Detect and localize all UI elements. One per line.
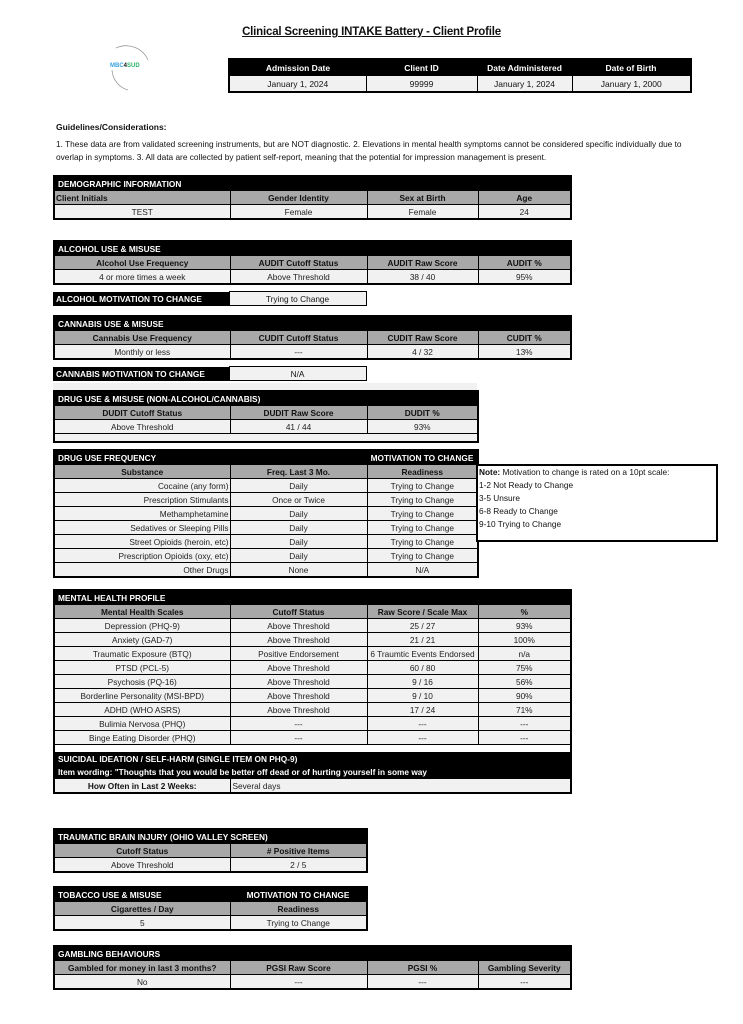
- substance-cell: Prescription Stimulants: [54, 493, 230, 507]
- gambled-header: Gambled for money in last 3 months?: [54, 961, 230, 975]
- drug-frequency-row: [54, 563, 478, 578]
- demographic-title: DEMOGRAPHIC INFORMATION: [54, 176, 571, 191]
- frequency-header: Freq. Last 3 Mo.: [230, 465, 367, 479]
- mental-health-row: [54, 689, 571, 703]
- tobacco-title: TOBACCO USE & MISUSE: [54, 887, 230, 902]
- spacer: [54, 745, 571, 753]
- date-of-birth-value: January 1, 2000: [572, 76, 691, 93]
- age-value: 24: [478, 205, 571, 220]
- percent-cell: ---: [478, 717, 571, 731]
- cannabis-motivation-value: N/A: [229, 367, 366, 381]
- note-scale-item: 3-5 Unsure: [479, 493, 521, 503]
- spacer: [54, 434, 478, 443]
- cannabis-frequency-value: Monthly or less: [54, 345, 230, 360]
- scale-cell: Binge Eating Disorder (PHQ): [54, 731, 230, 745]
- sex-at-birth-header: Sex at Birth: [367, 191, 478, 205]
- tbi-positive-items-header: # Positive Items: [230, 844, 367, 858]
- mental-health-row: [54, 633, 571, 647]
- dudit-percent-header: DUDIT %: [367, 406, 478, 420]
- dudit-percent-value: 93%: [367, 420, 478, 434]
- audit-raw-value: 38 / 40: [367, 270, 478, 285]
- cudit-cutoff-value: ---: [230, 345, 367, 360]
- readiness-header: Readiness: [367, 465, 478, 479]
- frequency-cell: Daily: [230, 521, 367, 535]
- raw-score-cell: 9 / 16: [367, 675, 478, 689]
- mental-health-row: [54, 619, 571, 633]
- gambling-title: GAMBLING BEHAVIOURS: [54, 946, 571, 961]
- scale-cell: Anxiety (GAD-7): [54, 633, 230, 647]
- percent-cell: 56%: [478, 675, 571, 689]
- mental-health-title: MENTAL HEALTH PROFILE: [54, 590, 571, 605]
- audit-cutoff-header: AUDIT Cutoff Status: [230, 256, 367, 270]
- tbi-title: TRAUMATIC BRAIN INJURY (OHIO VALLEY SCREEN): [54, 829, 367, 844]
- audit-raw-header: AUDIT Raw Score: [367, 256, 478, 270]
- substance-cell: Cocaine (any form): [54, 479, 230, 493]
- percent-cell: 75%: [478, 661, 571, 675]
- substance-cell: Other Drugs: [54, 563, 230, 578]
- gambling-section: [53, 945, 572, 990]
- note-intro: Note: Motivation to change is rated on a 10pt scale:: [479, 467, 670, 477]
- cutoff-status-header: Cutoff Status: [230, 605, 367, 619]
- tbi-cutoff-value: Above Threshold: [54, 858, 230, 873]
- gender-identity-header: Gender Identity: [230, 191, 367, 205]
- readiness-cell: Trying to Change: [367, 479, 478, 493]
- drug-section: [53, 390, 479, 443]
- mental-health-row: [54, 731, 571, 745]
- raw-score-cell: 25 / 27: [367, 619, 478, 633]
- guidelines-text: 1. These data are from validated screening instruments, but are NOT diagnostic. 2. Elevations in mental health symptoms cannot be considered specific individually due to overlap in symptoms. 3. All data are collected by patient self-report, meaning that the potential for impression management is present.: [56, 139, 682, 162]
- readiness-cell: Trying to Change: [367, 549, 478, 563]
- suicidal-title: SUICIDAL IDEATION / SELF-HARM (SINGLE ITEM ON PHQ-9): [54, 752, 571, 765]
- readiness-cell: Trying to Change: [367, 535, 478, 549]
- drug-frequency-section: [53, 449, 479, 578]
- gambling-severity-value: ---: [478, 975, 571, 990]
- guidelines-heading: Guidelines/Considerations:: [56, 122, 167, 132]
- raw-score-cell: 60 / 80: [367, 661, 478, 675]
- alcohol-motivation-label: ALCOHOL MOTIVATION TO CHANGE: [53, 292, 229, 306]
- alcohol-motivation-row: [53, 291, 367, 306]
- tbi-section: [53, 828, 368, 873]
- cannabis-section: [53, 315, 572, 360]
- cigarettes-value: 5: [54, 916, 230, 931]
- mental-health-row: [54, 661, 571, 675]
- scale-cell: PTSD (PCL-5): [54, 661, 230, 675]
- frequency-cell: Daily: [230, 535, 367, 549]
- cutoff-status-cell: Above Threshold: [230, 619, 367, 633]
- percent-cell: ---: [478, 731, 571, 745]
- frequency-cell: Daily: [230, 479, 367, 493]
- substance-cell: Methamphetamine: [54, 507, 230, 521]
- drug-frequency-row: [54, 549, 478, 563]
- scale-cell: Borderline Personality (MSI-BPD): [54, 689, 230, 703]
- frequency-cell: Once or Twice: [230, 493, 367, 507]
- percent-header: %: [478, 605, 571, 619]
- note-scale-item: 9-10 Trying to Change: [479, 519, 562, 529]
- tbi-cutoff-header: Cutoff Status: [54, 844, 230, 858]
- pgsi-raw-header: PGSI Raw Score: [230, 961, 367, 975]
- page-title: Clinical Screening INTAKE Battery - Client Profile: [242, 26, 501, 38]
- percent-cell: 93%: [478, 619, 571, 633]
- client-info-header-row: [229, 59, 691, 76]
- cigarettes-header: Cigarettes / Day: [54, 902, 230, 916]
- drug-frequency-row: [54, 479, 478, 493]
- readiness-cell: Trying to Change: [367, 507, 478, 521]
- frequency-cell: Daily: [230, 507, 367, 521]
- raw-score-cell: 6 Traumtic Events Endorsed: [367, 647, 478, 661]
- mental-health-section: [53, 589, 572, 794]
- suicidal-frequency-label: How Often in Last 2 Weeks:: [54, 779, 230, 794]
- drug-motivation-title: MOTIVATION TO CHANGE: [367, 450, 478, 465]
- date-administered-header: Date Administered: [477, 59, 572, 76]
- mental-health-row: [54, 703, 571, 717]
- tobacco-readiness-value: Trying to Change: [230, 916, 367, 931]
- frequency-cell: None: [230, 563, 367, 578]
- audit-percent-value: 95%: [478, 270, 571, 285]
- age-header: Age: [478, 191, 571, 205]
- pgsi-raw-value: ---: [230, 975, 367, 990]
- tbi-positive-items-value: 2 / 5: [230, 858, 367, 873]
- cutoff-status-cell: ---: [230, 717, 367, 731]
- cutoff-status-cell: Positive Endorsement: [230, 647, 367, 661]
- raw-score-cell: 17 / 24: [367, 703, 478, 717]
- mental-health-row: [54, 717, 571, 731]
- client-info-table: [228, 58, 692, 93]
- date-of-birth-header: Date of Birth: [572, 59, 691, 76]
- cutoff-status-cell: Above Threshold: [230, 675, 367, 689]
- drug-frequency-row: [54, 535, 478, 549]
- cudit-raw-value: 4 / 32: [367, 345, 478, 360]
- suicidal-frequency-value: Several days: [230, 779, 571, 794]
- cutoff-status-cell: Above Threshold: [230, 661, 367, 675]
- drug-frequency-row: [54, 507, 478, 521]
- tobacco-section: [53, 886, 368, 931]
- cudit-raw-header: CUDIT Raw Score: [367, 331, 478, 345]
- gender-identity-value: Female: [230, 205, 367, 220]
- cannabis-title: CANNABIS USE & MISUSE: [54, 316, 571, 331]
- suicidal-item-wording: Item wording: "Thoughts that you would be better off dead or of hurting yourself in some way: [54, 765, 571, 779]
- client-initials-value: TEST: [54, 205, 230, 220]
- date-administered-value: January 1, 2024: [477, 76, 572, 93]
- raw-score-cell: ---: [367, 731, 478, 745]
- pgsi-percent-header: PGSI %: [367, 961, 478, 975]
- dudit-raw-header: DUDIT Raw Score: [230, 406, 367, 420]
- percent-cell: n/a: [478, 647, 571, 661]
- alcohol-frequency-value: 4 or more times a week: [54, 270, 230, 285]
- cutoff-status-cell: Above Threshold: [230, 703, 367, 717]
- cannabis-motivation-row: [53, 366, 367, 381]
- drug-frequency-title: DRUG USE FREQUENCY: [54, 450, 367, 465]
- frequency-cell: Daily: [230, 549, 367, 563]
- scale-cell: ADHD (WHO ASRS): [54, 703, 230, 717]
- raw-score-cell: 9 / 10: [367, 689, 478, 703]
- dudit-cutoff-value: Above Threshold: [54, 420, 230, 434]
- motivation-scale-note: [476, 464, 718, 542]
- cudit-percent-header: CUDIT %: [478, 331, 571, 345]
- scales-header: Mental Health Scales: [54, 605, 230, 619]
- cannabis-motivation-label: CANNABIS MOTIVATION TO CHANGE: [53, 367, 229, 381]
- client-id-header: Client ID: [366, 59, 477, 76]
- gambled-value: No: [54, 975, 230, 990]
- percent-cell: 100%: [478, 633, 571, 647]
- cutoff-status-cell: Above Threshold: [230, 633, 367, 647]
- dudit-cutoff-header: DUDIT Cutoff Status: [54, 406, 230, 420]
- readiness-cell: Trying to Change: [367, 521, 478, 535]
- audit-cutoff-value: Above Threshold: [230, 270, 367, 285]
- drug-title: DRUG USE & MISUSE (NON-ALCOHOL/CANNABIS): [54, 391, 478, 406]
- logo-text: MBC4SUD: [110, 63, 140, 69]
- client-initials-header: Client Initials: [54, 191, 230, 205]
- admission-date-value: January 1, 2024: [229, 76, 366, 93]
- dudit-raw-value: 41 / 44: [230, 420, 367, 434]
- readiness-cell: Trying to Change: [367, 493, 478, 507]
- client-info-value-row: [229, 76, 691, 93]
- cudit-percent-value: 13%: [478, 345, 571, 360]
- raw-score-cell: ---: [367, 717, 478, 731]
- mental-health-row: [54, 647, 571, 661]
- sex-at-birth-value: Female: [367, 205, 478, 220]
- alcohol-section: [53, 240, 572, 285]
- demographic-section: [53, 175, 572, 220]
- scale-cell: Traumatic Exposure (BTQ): [54, 647, 230, 661]
- mental-health-row: [54, 675, 571, 689]
- substance-cell: Street Opioids (heroin, etc): [54, 535, 230, 549]
- scale-cell: Psychosis (PQ-16): [54, 675, 230, 689]
- audit-percent-header: AUDIT %: [478, 256, 571, 270]
- raw-score-header: Raw Score / Scale Max: [367, 605, 478, 619]
- percent-cell: 90%: [478, 689, 571, 703]
- alcohol-title: ALCOHOL USE & MISUSE: [54, 241, 571, 256]
- cutoff-status-cell: Above Threshold: [230, 689, 367, 703]
- note-scale-item: 1-2 Not Ready to Change: [479, 480, 574, 490]
- admission-date-header: Admission Date: [229, 59, 366, 76]
- substance-header: Substance: [54, 465, 230, 479]
- percent-cell: 71%: [478, 703, 571, 717]
- raw-score-cell: 21 / 21: [367, 633, 478, 647]
- readiness-cell: N/A: [367, 563, 478, 578]
- cutoff-status-cell: ---: [230, 731, 367, 745]
- spacer: [53, 383, 477, 390]
- alcohol-frequency-header: Alcohol Use Frequency: [54, 256, 230, 270]
- scale-cell: Depression (PHQ-9): [54, 619, 230, 633]
- logo: [102, 40, 156, 94]
- cudit-cutoff-header: CUDIT Cutoff Status: [230, 331, 367, 345]
- scale-cell: Bulimia Nervosa (PHQ): [54, 717, 230, 731]
- substance-cell: Sedatives or Sleeping Pills: [54, 521, 230, 535]
- drug-frequency-row: [54, 493, 478, 507]
- cannabis-frequency-header: Cannabis Use Frequency: [54, 331, 230, 345]
- substance-cell: Prescription Opioids (oxy, etc): [54, 549, 230, 563]
- tobacco-readiness-header: Readiness: [230, 902, 367, 916]
- pgsi-percent-value: ---: [367, 975, 478, 990]
- gambling-severity-header: Gambling Severity: [478, 961, 571, 975]
- client-id-value: 99999: [366, 76, 477, 93]
- alcohol-motivation-value: Trying to Change: [229, 292, 366, 306]
- tobacco-motivation-title: MOTIVATION TO CHANGE: [230, 887, 367, 902]
- note-scale-item: 6-8 Ready to Change: [479, 506, 558, 516]
- drug-frequency-row: [54, 521, 478, 535]
